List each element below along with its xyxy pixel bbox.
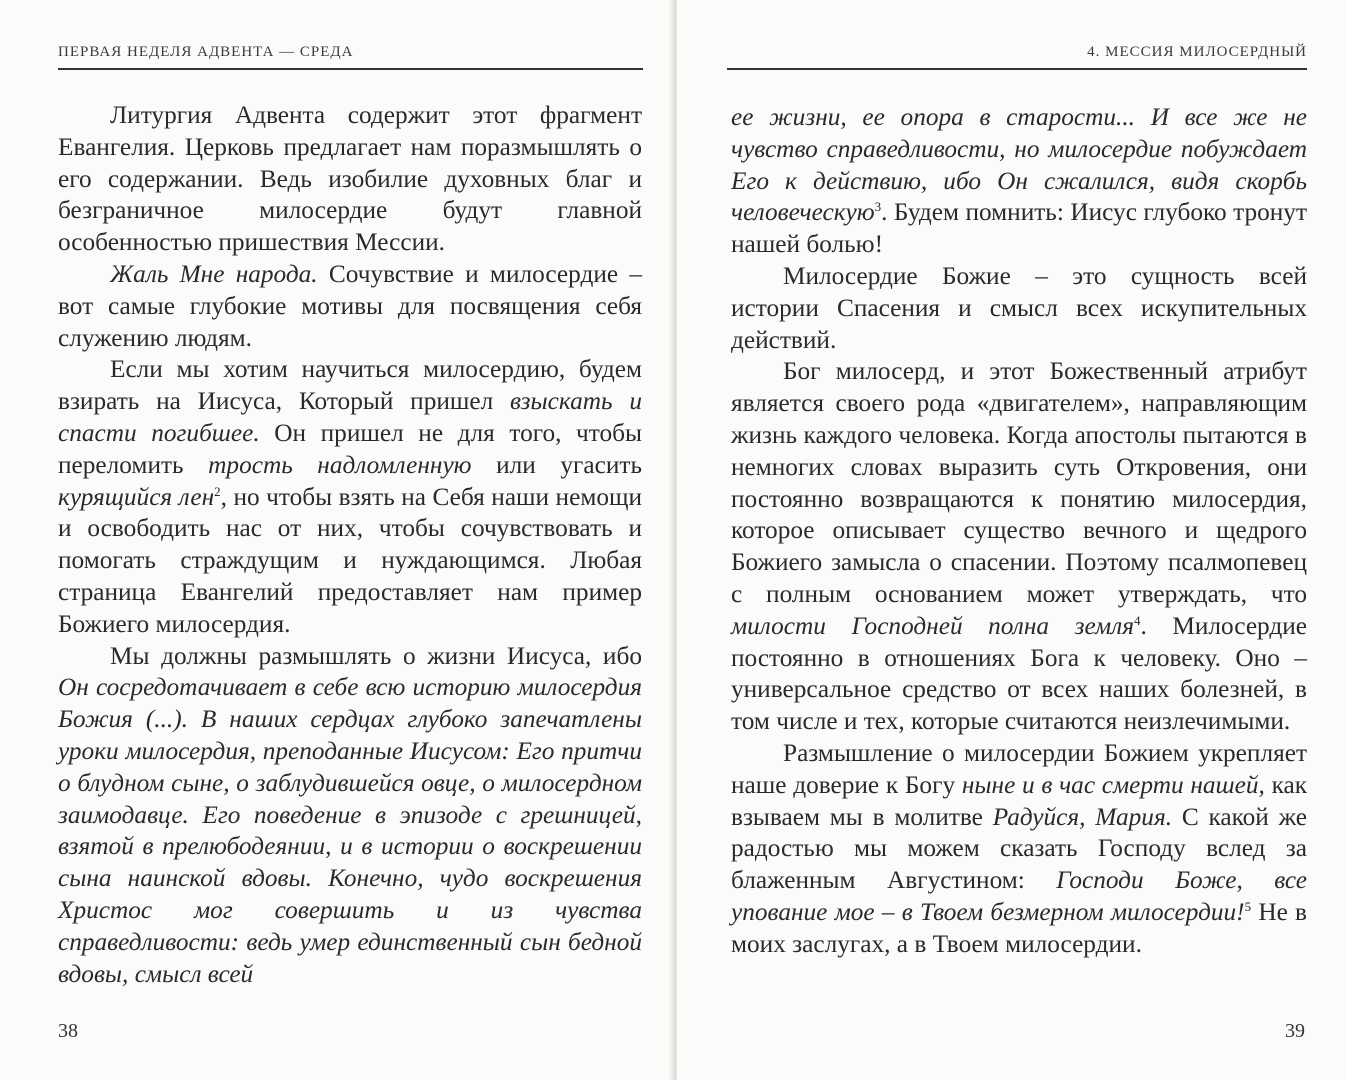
italic-quote: курящийся лен <box>58 482 215 511</box>
footnote-marker: 3 <box>874 199 882 215</box>
right-page <box>677 0 1347 1080</box>
paragraph <box>731 738 1307 961</box>
text-run: Бог милосерд, и этот Божественный атрибут является своего рода «двигателем», направляющим жизнь каждого человека. Когда апостолы пытаются в немногих словах выразить суть Откровения, они постоянно возвращаются к понятию милосердия, которое описывает существо вечного и щедрого Божиего замысла о спасении. Поэтому псалмопевец с полным основанием может утверждать, что <box>731 357 1307 608</box>
text-run: С какой же радостью мы можем сказать Господу вслед за блаженным Августином: <box>731 802 1307 895</box>
paragraph <box>731 261 1307 356</box>
italic-quote: Жаль Мне народа. <box>110 259 318 288</box>
italic-quote: взыскать и спасти погибшее. <box>58 387 642 447</box>
paragraph <box>58 259 642 354</box>
italic-quote: трость надломленную <box>208 450 472 479</box>
paragraph <box>731 102 1307 261</box>
left-page <box>0 0 673 1080</box>
page-number-left: 38 <box>58 1020 78 1042</box>
text-run: как взываем мы в молитве <box>731 770 1308 831</box>
text-run: Не в моих заслугах, а в Твоем милосердии. <box>731 897 1308 958</box>
running-head-right: 4. МЕССИЯ МИЛОСЕРДНЫЙ <box>1087 44 1307 60</box>
paragraph <box>58 100 642 259</box>
text-run: Если мы хотим научиться милосердию, будем взирать на Иисуса, Который пришел <box>58 355 642 416</box>
page-number-right: 39 <box>1285 1020 1305 1042</box>
paragraph <box>731 356 1307 738</box>
italic-quote: Он сосредотачивает в себе всю историю милосердия Божия (...). В наших сердцах глубоко запечатлены уроки милосердия, преподанные Иисусом: Его притчи о блудном сыне, о заблудившейся овце, о милосердном заимодавце. Его поведение в эпизоде с грешницей, взятой в прелюбодеянии, и в истории о воскрешении сына наинской вдовы. Конечно, чудо воскрешения Христос мог совершить и из чувства справедливости: ведь умер единственный сын бедной вдовы, смысл всей <box>58 673 642 988</box>
text-run: Размышление о милосердии Божием укрепляет наше доверие к Богу <box>731 738 1307 799</box>
text-run: . Будем помнить: Иисус глубоко тронут нашей болью! <box>731 198 1307 259</box>
body-text-left <box>58 100 642 990</box>
footnote-marker: 2 <box>214 483 221 499</box>
paragraph <box>58 354 642 640</box>
text-run: или угасить <box>471 450 642 479</box>
text-run: Он пришел не для того, чтобы переломить <box>58 418 642 479</box>
footnote-marker: 5 <box>1244 898 1252 914</box>
text-run: . Милосердие постоянно в отношениях Бога к человеку. Оно – универсальное средство от всех наших болезней, в том числе и тех, которые считаются неизлечимыми. <box>731 611 1307 736</box>
italic-quote: Господи Боже, все упование мое – в Твоем безмерном милосердии! <box>731 866 1307 926</box>
italic-quote: ее жизни, ее опора в старости... И все же не чувство справедливости, но милосердие побуждает Его к действию, ибо Он сжалился, видя скорбь человеческую <box>731 103 1307 227</box>
italic-quote: Радуйся, Мария. <box>992 802 1173 831</box>
text-run: Мы должны размышлять о жизни Иисуса, ибо <box>110 641 642 670</box>
text-run: , но чтобы взять на Себя наши немощи и освободить нас от них, чтобы сочувствовать и помогать страждущим и нуждающимся. Любая страница Евангелий предоставляет нам пример Божиего милосердия. <box>58 482 642 638</box>
text-run: Литургия Адвента содержит этот фрагмент Евангелия. Церковь предлагает нам поразмышлять о его содержании. Ведь изобилие духовных благ и безграничное милосердие будут главной особенностью пришествия Мессии. <box>58 101 642 257</box>
running-head-left: ПЕРВАЯ НЕДЕЛЯ АДВЕНТА — СРЕДА <box>58 44 354 60</box>
italic-quote: милости Господней полна земля <box>731 611 1134 640</box>
body-text-right <box>731 102 1307 961</box>
text-run: Милосердие Божие – это сущность всей истории Спасения и смысл всех искупительных действий. <box>731 261 1307 354</box>
italic-quote: ныне и в час смерти нашей, <box>961 770 1265 799</box>
header-rule-right <box>727 68 1307 70</box>
paragraph <box>58 641 642 991</box>
footnote-marker: 4 <box>1133 612 1141 628</box>
header-rule-left <box>58 68 643 70</box>
text-run: Сочувствие и милосердие – вот самые глубокие мотивы для посвящения себя служению людям. <box>58 259 642 352</box>
